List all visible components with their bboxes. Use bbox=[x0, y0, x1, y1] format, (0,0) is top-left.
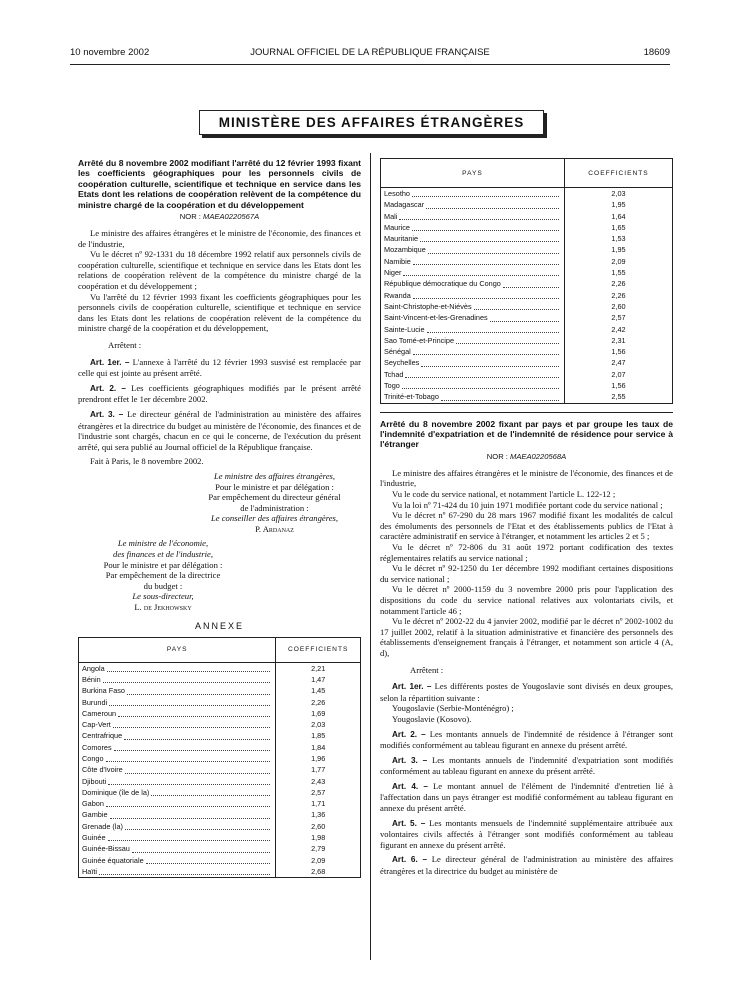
decree1-art2-label: Art. 2. – bbox=[90, 383, 126, 393]
dot-leader bbox=[426, 208, 559, 209]
table2-header-pays: PAYS bbox=[381, 159, 565, 188]
coefficient-cell: 2,26 bbox=[611, 290, 626, 300]
dot-leader bbox=[125, 829, 270, 830]
country-name: Sao Tomé-et-Principe bbox=[384, 335, 455, 345]
section-rule bbox=[380, 412, 673, 413]
decree1-title: Arrêté du 8 novembre 2002 modifiant l'arrêté du 12 février 1993 fixant les coefficients géographiques pour les personnels civils de coopération culturelle, scientifique et technique en service dans les Etats dont les relations de coopération relèvent de la compétence du ministre chargé de la coopération et du développement bbox=[78, 158, 361, 210]
dot-leader bbox=[146, 863, 271, 864]
decree1-art2-text: Les coefficients géographiques modifiés par le présent arrêté prendront effet le 1er décembre 2002. bbox=[78, 382, 361, 405]
country-name: Madagascar bbox=[384, 200, 425, 210]
coefficient-cell: 2,26 bbox=[611, 279, 626, 289]
country-name: Djibouti bbox=[82, 776, 107, 786]
coefficient-cell: 2,09 bbox=[611, 256, 626, 266]
table-row bbox=[381, 357, 673, 368]
coefficients-table-2 bbox=[380, 158, 673, 404]
dot-leader bbox=[110, 818, 271, 819]
country-name: République démocratique du Congo bbox=[384, 279, 501, 289]
dot-leader bbox=[113, 727, 271, 728]
table-row bbox=[381, 312, 673, 323]
coefficient-cell: 1,45 bbox=[311, 686, 326, 696]
sig1-line3: Par empêchement du directeur général bbox=[208, 492, 341, 503]
table1-header-coefficients: COEFFICIENTS bbox=[276, 637, 361, 662]
table-row bbox=[381, 222, 673, 233]
dot-leader bbox=[106, 806, 270, 807]
dot-leader bbox=[405, 377, 558, 378]
decree2-nor-code: MAEA0220568A bbox=[510, 451, 567, 461]
country-cell bbox=[79, 719, 276, 730]
decree1-nor bbox=[78, 212, 361, 221]
decree2-vu6: Vu le décret nº 2000-1159 du 3 novembre 2000 pris pour l'application des dispositions du code du service national relatives aux volontariats civils, et notamment l'article 46 ; bbox=[380, 584, 673, 616]
dot-leader bbox=[427, 332, 559, 333]
column-separator bbox=[370, 153, 371, 960]
country-name: Dominique (île de la) bbox=[82, 787, 150, 797]
country-cell bbox=[79, 764, 276, 775]
coefficient-cell: 2,26 bbox=[311, 697, 326, 707]
country-cell bbox=[381, 211, 565, 222]
coefficient-cell: 1,95 bbox=[611, 200, 626, 210]
dot-leader bbox=[412, 196, 559, 197]
coefficient-cell: 1,36 bbox=[311, 810, 326, 820]
country-cell bbox=[381, 199, 565, 210]
table-row bbox=[381, 211, 673, 222]
country-cell bbox=[79, 855, 276, 866]
coefficient-cell: 2,47 bbox=[611, 358, 626, 368]
table-row bbox=[79, 697, 361, 708]
country-name: Namibie bbox=[384, 256, 411, 266]
country-name: Mozambique bbox=[384, 245, 426, 255]
coefficient-cell: 1,85 bbox=[311, 731, 326, 741]
sig1-line2: Pour le ministre et par délégation : bbox=[215, 481, 334, 492]
table-row bbox=[79, 776, 361, 787]
decree2-yougoslavia-group1: Yougoslavie (Serbie-Monténégro) ; bbox=[392, 703, 514, 714]
decree2-intro: Le ministre des affaires étrangères et le ministre de l'économie, des finances et de l'industrie, bbox=[380, 467, 673, 489]
table-row bbox=[381, 267, 673, 278]
country-name: Grenade (la) bbox=[82, 821, 123, 831]
decree2-vu5: Vu le décret nº 92-1250 du 1er décembre 1992 modifiant certaines dispositions du service national ; bbox=[380, 563, 673, 584]
country-cell bbox=[79, 776, 276, 787]
decree2-article4 bbox=[380, 781, 673, 814]
decree2-article1 bbox=[380, 681, 673, 703]
country-cell bbox=[381, 369, 565, 380]
coefficient-cell: 1,95 bbox=[611, 245, 626, 255]
sig1-line4: de l'administration : bbox=[240, 502, 309, 513]
country-name: Mali bbox=[384, 211, 398, 221]
country-name: Niger bbox=[384, 268, 402, 278]
decree2-vu3: Vu le décret nº 67-290 du 28 mars 1967 modifié fixant les modalités de calcul des émoluments des personnels de l'Etat et des établissements publics de l'Etat à caractère administratif en service à l'étranger, et notamment les articles 2 et 5 ; bbox=[380, 510, 673, 542]
country-cell bbox=[381, 312, 565, 323]
country-cell bbox=[381, 391, 565, 403]
country-cell bbox=[79, 821, 276, 832]
decree2-art5-label: Art. 5. – bbox=[392, 818, 426, 828]
decree1-art3-label: Art. 3. – bbox=[90, 409, 124, 419]
country-cell bbox=[79, 798, 276, 809]
decree2-art2-label: Art. 2. – bbox=[392, 729, 426, 739]
table-row bbox=[381, 188, 673, 200]
decree2-art2-text: Les montants annuels de l'indemnité de résidence à l'étranger sont modifiés conformément au tableau figurant en annexe du présent arrêté. bbox=[380, 728, 673, 751]
country-name: Angola bbox=[82, 663, 105, 673]
country-name: Rwanda bbox=[384, 290, 411, 300]
decree1-article1 bbox=[78, 357, 361, 379]
country-cell bbox=[381, 301, 565, 312]
decree1-intro: Le ministre des affaires étrangères et le ministre de l'économie, des finances et de l'industrie, bbox=[78, 228, 361, 249]
dot-leader bbox=[125, 773, 271, 774]
dot-leader bbox=[99, 874, 270, 875]
table-row bbox=[79, 742, 361, 753]
decree2-art1-label: Art. 1er. – bbox=[392, 682, 432, 692]
table-row bbox=[381, 278, 673, 289]
decree2-art4-label: Art. 4. – bbox=[392, 781, 428, 791]
dot-leader bbox=[151, 795, 270, 796]
table2-header-coefficients: COEFFICIENTS bbox=[564, 159, 672, 188]
country-cell bbox=[381, 290, 565, 301]
table-row bbox=[381, 301, 673, 312]
table-row bbox=[79, 719, 361, 730]
table-row bbox=[79, 821, 361, 832]
decree2-nor-label: NOR : bbox=[486, 451, 508, 461]
dot-leader bbox=[421, 366, 559, 367]
coefficient-cell: 1,53 bbox=[611, 234, 626, 244]
dot-leader bbox=[114, 750, 271, 751]
country-cell bbox=[79, 832, 276, 843]
country-cell bbox=[79, 697, 276, 708]
country-name: Congo bbox=[82, 754, 104, 763]
table-row bbox=[79, 855, 361, 866]
decree2-art6-text: Le directeur général de l'administration au ministère des affaires étrangères et la directrice du budget au ministère de bbox=[380, 854, 673, 877]
decree2-title: Arrêté du 8 novembre 2002 fixant par pays et par groupe les taux de l'indemnité d'expatriation et de l'indemnité de résidence pour service à l'étranger bbox=[380, 418, 673, 450]
sig2-line7: L. de Jekhowsky bbox=[134, 602, 192, 613]
table-row bbox=[381, 369, 673, 380]
decree1-art3-text: Le directeur général de l'administration au ministère des affaires étrangères et la directrice du budget au ministère de l'économie, des finances et de l'industrie sont chargés, chacun en ce qui le concerne, de l'exécution du présent arrêté, qui sera publié au Journal officiel de la République française. bbox=[78, 408, 361, 452]
coefficient-cell: 1,84 bbox=[311, 742, 326, 752]
coefficient-cell: 2,42 bbox=[611, 324, 626, 334]
country-cell bbox=[79, 742, 276, 753]
coefficient-cell: 2,60 bbox=[611, 301, 626, 311]
coefficient-cell: 2,03 bbox=[311, 720, 326, 730]
dot-leader bbox=[503, 287, 559, 288]
coefficient-cell: 1,56 bbox=[611, 381, 626, 391]
dot-leader bbox=[106, 761, 271, 762]
country-cell bbox=[381, 222, 565, 233]
table-row bbox=[381, 380, 673, 391]
country-name: Lesotho bbox=[384, 189, 410, 198]
dot-leader bbox=[108, 784, 270, 785]
country-cell bbox=[381, 278, 565, 289]
country-cell bbox=[381, 244, 565, 255]
decree2-arretent: Arrêtent : bbox=[410, 664, 444, 675]
coefficients-table-1 bbox=[78, 637, 361, 879]
country-cell bbox=[381, 188, 565, 200]
decree2-article3 bbox=[380, 755, 673, 777]
country-name: Togo bbox=[384, 381, 400, 391]
table-row bbox=[79, 753, 361, 764]
dot-leader bbox=[413, 354, 559, 355]
country-name: Burundi bbox=[82, 697, 108, 707]
country-name: Burkina Faso bbox=[82, 686, 125, 696]
ministry-banner: MINISTÈRE DES AFFAIRES ÉTRANGÈRES bbox=[199, 110, 544, 135]
country-cell bbox=[381, 335, 565, 346]
country-cell bbox=[79, 753, 276, 764]
country-name: Cameroun bbox=[82, 708, 117, 718]
country-name: Guinée bbox=[82, 833, 106, 843]
coefficient-cell: 2,21 bbox=[311, 663, 326, 673]
decree2-article5 bbox=[380, 818, 673, 851]
table-row bbox=[79, 764, 361, 775]
table-row bbox=[381, 256, 673, 267]
coefficient-cell: 1,47 bbox=[311, 674, 326, 684]
header-journal-title: JOURNAL OFFICIEL DE LA RÉPUBLIQUE FRANÇAISE bbox=[250, 47, 490, 58]
country-cell bbox=[79, 708, 276, 719]
table1-header-pays: PAYS bbox=[79, 637, 276, 662]
decree2-yougoslavia-group2: Yougoslavie (Kosovo). bbox=[392, 713, 472, 724]
country-name: Guinée-Bissau bbox=[82, 844, 130, 854]
country-cell bbox=[79, 843, 276, 854]
header-rule bbox=[70, 64, 670, 65]
dot-leader bbox=[107, 671, 271, 672]
decree1-signature-economy bbox=[78, 538, 248, 612]
country-name: Seychelles bbox=[384, 358, 420, 368]
coefficient-cell: 2,03 bbox=[611, 189, 626, 198]
country-name: Bénin bbox=[82, 674, 101, 684]
dot-leader bbox=[403, 275, 559, 276]
coefficient-cell: 2,07 bbox=[611, 369, 626, 379]
coefficient-cell: 2,68 bbox=[311, 866, 326, 876]
decree1-nor-label: NOR : bbox=[179, 212, 201, 222]
country-cell bbox=[79, 787, 276, 798]
decree2-nor bbox=[380, 452, 673, 461]
coefficient-cell: 2,60 bbox=[311, 821, 326, 831]
country-name: Trinité-et-Tobago bbox=[384, 392, 439, 402]
dot-leader bbox=[108, 840, 271, 841]
country-name: Mauritanie bbox=[384, 234, 419, 244]
country-cell bbox=[381, 346, 565, 357]
country-name: Sénégal bbox=[384, 347, 411, 357]
country-name: Sainte-Lucie bbox=[384, 324, 425, 334]
decree1-vu2: Vu l'arrêté du 12 février 1993 fixant les coefficients géographiques pour les personnels civils de coopération culturelle, scientifique et technique en service dans les Etats dont les relations de coopération relèvent de la compétence du ministre chargé de la coopération et du développement, bbox=[78, 291, 361, 334]
coefficient-cell: 1,69 bbox=[311, 708, 326, 718]
running-header bbox=[70, 47, 670, 61]
coefficient-cell: 2,09 bbox=[311, 855, 326, 865]
dot-leader bbox=[413, 298, 559, 299]
country-name: Haïti bbox=[82, 866, 98, 876]
decree1-article2 bbox=[78, 383, 361, 405]
dot-leader bbox=[490, 321, 559, 322]
coefficient-cell: 1,98 bbox=[311, 833, 326, 843]
decree2-vu1: Vu le code du service national, et notamment l'article L. 122-12 ; bbox=[392, 489, 616, 500]
dot-leader bbox=[420, 241, 559, 242]
decree2-art3-text: Les montants annuels de l'indemnité d'expatriation sont modifiés conformément au tableau figurant en annexe du présent arrêté. bbox=[380, 754, 673, 777]
country-cell bbox=[381, 324, 565, 335]
dot-leader bbox=[399, 219, 559, 220]
table-row bbox=[381, 335, 673, 346]
country-cell bbox=[381, 380, 565, 391]
dot-leader bbox=[103, 682, 271, 683]
coefficient-cell: 1,77 bbox=[311, 765, 326, 775]
country-cell bbox=[381, 267, 565, 278]
decree1-signature-foreign-affairs bbox=[188, 471, 361, 535]
decree2-article2 bbox=[380, 729, 673, 751]
dot-leader bbox=[127, 694, 270, 695]
coefficient-cell: 2,79 bbox=[311, 844, 326, 854]
coefficient-cell: 1,56 bbox=[611, 347, 626, 357]
right-column bbox=[380, 158, 673, 877]
dot-leader bbox=[124, 739, 270, 740]
dot-leader bbox=[474, 309, 559, 310]
country-cell bbox=[79, 674, 276, 685]
country-name: Saint-Vincent-et-les-Grenadines bbox=[384, 313, 488, 323]
sig2-line2: des finances et de l'industrie, bbox=[113, 549, 213, 560]
table-row bbox=[79, 685, 361, 696]
country-name: Maurice bbox=[384, 222, 410, 232]
coefficient-cell: 1,96 bbox=[311, 754, 326, 763]
country-cell bbox=[79, 685, 276, 696]
country-name: Côte d'Ivoire bbox=[82, 765, 123, 775]
country-name: Comores bbox=[82, 742, 112, 752]
coefficient-cell: 2,57 bbox=[311, 787, 326, 797]
table-row bbox=[381, 199, 673, 210]
table-row bbox=[79, 708, 361, 719]
table-row bbox=[79, 832, 361, 843]
sig1-line1: Le ministre des affaires étrangères, bbox=[213, 470, 336, 481]
dot-leader bbox=[118, 716, 270, 717]
sig2-line3: Pour le ministre et par délégation : bbox=[103, 559, 223, 570]
decree2-vu4: Vu le décret nº 72-806 du 31 août 1972 portant codification des textes réglementaires relatifs au service national ; bbox=[380, 542, 673, 563]
decree1-nor-code: MAEA0220567A bbox=[203, 212, 260, 222]
table-row bbox=[381, 324, 673, 335]
decree1-arretent: Arrêtent : bbox=[108, 339, 142, 350]
dot-leader bbox=[109, 705, 270, 706]
left-column bbox=[78, 158, 361, 878]
table-row bbox=[79, 662, 361, 674]
dot-leader bbox=[402, 388, 559, 389]
decree1-art1-label: Art. 1er. – bbox=[90, 357, 130, 367]
dot-leader bbox=[428, 253, 559, 254]
country-cell bbox=[79, 866, 276, 878]
decree2-art4-text: Le montant annuel de l'élément de l'indemnité d'entretien lié à l'affectation dans un pays étranger est modifié conformément au tableau figurant en annexe du présent arrêté. bbox=[380, 780, 673, 814]
table-row bbox=[381, 346, 673, 357]
coefficient-cell: 1,55 bbox=[611, 268, 626, 278]
country-name: Guinée équatoriale bbox=[82, 855, 144, 865]
sig2-line6: Le sous-directeur, bbox=[132, 591, 194, 602]
country-name: Centrafrique bbox=[82, 731, 123, 741]
decree2-art5-text: Les montants mensuels de l'indemnité supplémentaire attribuée aux volontaires civils affectés à l'étranger sont modifiés conformément au tableau figurant en annexe du présent arrêté. bbox=[380, 817, 673, 850]
dot-leader bbox=[132, 852, 271, 853]
coefficient-cell: 2,31 bbox=[611, 335, 626, 345]
coefficient-cell: 2,43 bbox=[311, 776, 326, 786]
table-row bbox=[79, 674, 361, 685]
coefficient-cell: 1,64 bbox=[611, 211, 626, 221]
sig1-line5: Le conseiller des affaires étrangères, bbox=[210, 513, 339, 524]
coefficient-cell: 2,57 bbox=[611, 313, 626, 323]
decree2-vu7: Vu le décret nº 2002-22 du 4 janvier 2002, modifié par le décret nº 2002-1002 du 17 juillet 2002, relatif à la situation administrative et financière des personnels des établissements d'enseignement français à l'étranger, et notamment son article 4 (A, d), bbox=[380, 616, 673, 658]
annexe-heading: ANNEXE bbox=[194, 620, 244, 631]
dot-leader bbox=[413, 264, 559, 265]
country-name: Gabon bbox=[82, 799, 104, 809]
sig2-line5: du budget : bbox=[143, 580, 183, 591]
decree2-art3-label: Art. 3. – bbox=[392, 755, 428, 765]
table-row bbox=[381, 244, 673, 255]
country-cell bbox=[381, 357, 565, 368]
country-name: Tchad bbox=[384, 369, 404, 379]
country-cell bbox=[381, 233, 565, 244]
dot-leader bbox=[412, 230, 559, 231]
header-date: 10 novembre 2002 bbox=[70, 47, 150, 58]
country-cell bbox=[381, 256, 565, 267]
sig2-line1: Le ministre de l'économie, bbox=[117, 538, 209, 549]
country-name: Gambie bbox=[82, 810, 108, 820]
coefficient-cell: 1,65 bbox=[611, 222, 626, 232]
coefficient-cell: 1,71 bbox=[311, 799, 326, 809]
decree2-art1-text: Les différents postes de Yougoslavie sont divisés en deux groupes, selon la répartition suivante : bbox=[380, 681, 673, 703]
country-name: Cap-Vert bbox=[82, 720, 111, 730]
table-row bbox=[79, 798, 361, 809]
dot-leader bbox=[456, 343, 559, 344]
decree1-article3 bbox=[78, 409, 361, 452]
coefficient-cell: 2,55 bbox=[611, 392, 626, 402]
sig1-line6: P. Ardanaz bbox=[255, 523, 294, 534]
table-row bbox=[79, 809, 361, 820]
country-cell bbox=[79, 730, 276, 741]
country-cell bbox=[79, 662, 276, 674]
table-row bbox=[79, 843, 361, 854]
decree1-art1-text: L'annexe à l'arrêté du 12 février 1993 susvisé est remplacée par celle qui est jointe au présent arrêté. bbox=[78, 356, 361, 379]
country-name: Saint-Christophe-et-Niévès bbox=[384, 301, 472, 311]
decree1-vu1: Vu le décret nº 92-1331 du 18 décembre 1992 relatif aux personnels civils de coopération culturelle, scientifique et technique en service dans les Etats dont les relations de coopération relèvent de la compétence du ministre chargé de la coopération et du développement ; bbox=[78, 249, 361, 291]
table-row bbox=[381, 391, 673, 403]
dot-leader bbox=[441, 400, 559, 401]
decree2-vu2: Vu la loi nº 71-424 du 10 juin 1971 modifiée portant code du service national ; bbox=[392, 499, 663, 510]
table-row bbox=[79, 730, 361, 741]
table-row bbox=[381, 233, 673, 244]
header-page-number: 18609 bbox=[643, 47, 670, 58]
decree2-article6 bbox=[380, 854, 673, 876]
country-cell bbox=[79, 809, 276, 820]
table-row bbox=[381, 290, 673, 301]
decree1-fait: Fait à Paris, le 8 novembre 2002. bbox=[90, 456, 204, 467]
decree2-art6-label: Art. 6. – bbox=[392, 855, 428, 865]
table-row bbox=[79, 787, 361, 798]
sig2-line4: Par empêchement de la directrice bbox=[105, 570, 221, 581]
table-row bbox=[79, 866, 361, 878]
